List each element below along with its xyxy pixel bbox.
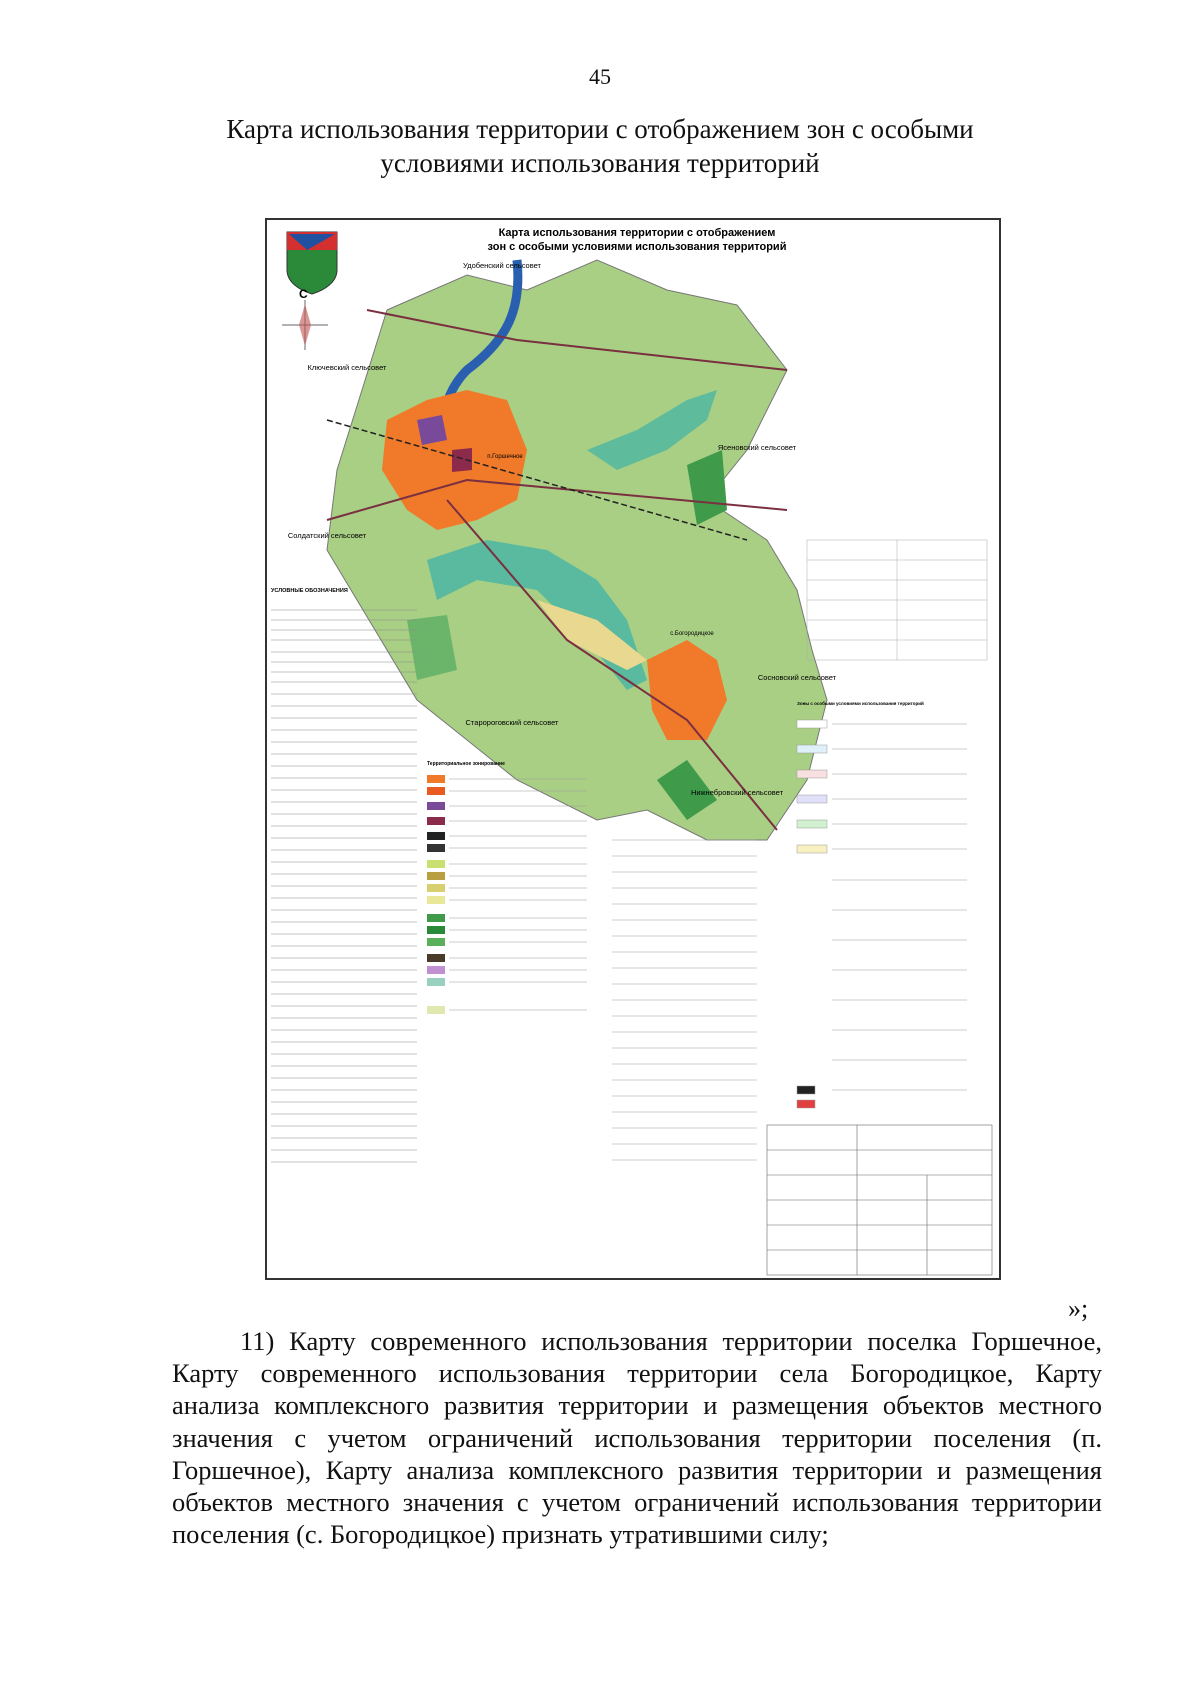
coat-of-arms-icon [287,232,337,294]
label-yasenovskiy: Ясеновский сельсовет [717,443,797,452]
page-title-line-1: Карта использования территории с отображением зон с особыми [226,114,974,144]
map-image [267,220,999,1278]
page-title [150,112,1050,180]
zones-heading: Зоны с особыми условиями использования территорий [797,701,924,706]
label-udobenskiy: Удобенский сельсовет [463,261,541,270]
compass-letter: С [299,287,308,301]
paragraph-11: 11) Карту современного использования территории поселка Горшечное, Карту современного использования территории села Богородицкое, Карту анализа комплексного развития территории и размещения объектов местного значения с учетом ограничений использования территории поселения (п. Горшечное), Карту анализа комплексного развития территории и размещения объектов местного значения с учетом ограничений использования территории поселения (с. Богородицкое) признать утратившими силу; [172,1326,1102,1550]
zoning-heading: Территориальное зонирование [427,761,505,767]
label-sosnovskiy: Сосновский сельсовет [757,673,837,682]
label-bogoroditskoe: с.Богородицкое [670,631,714,637]
objects-legend [612,840,757,1160]
page-number: 45 [589,64,611,89]
closing-quote: »; [1068,1294,1089,1323]
label-starorogovskiy: Старороговский сельсовет [465,718,559,727]
map-figure [265,218,1001,1280]
label-klyuchevskiy: Ключевский сельсовет [307,363,387,372]
page-title-line-2: условиями использования территорий [380,148,820,178]
map-title-line-1: Карта использования территории с отображением [498,227,776,239]
industrial-zone [417,415,447,445]
label-gorshechnoe: п.Горшечное [487,454,523,460]
map-title-line-2: зон с особыми условиями использования территорий [487,241,787,253]
label-nizhnebrovskiy: Нижнебровский сельсовет [690,788,784,797]
legend-heading: УСЛОВНЫЕ ОБОЗНАЧЕНИЯ [271,588,348,594]
label-soldatskiy: Солдатский сельсовет [287,531,367,540]
